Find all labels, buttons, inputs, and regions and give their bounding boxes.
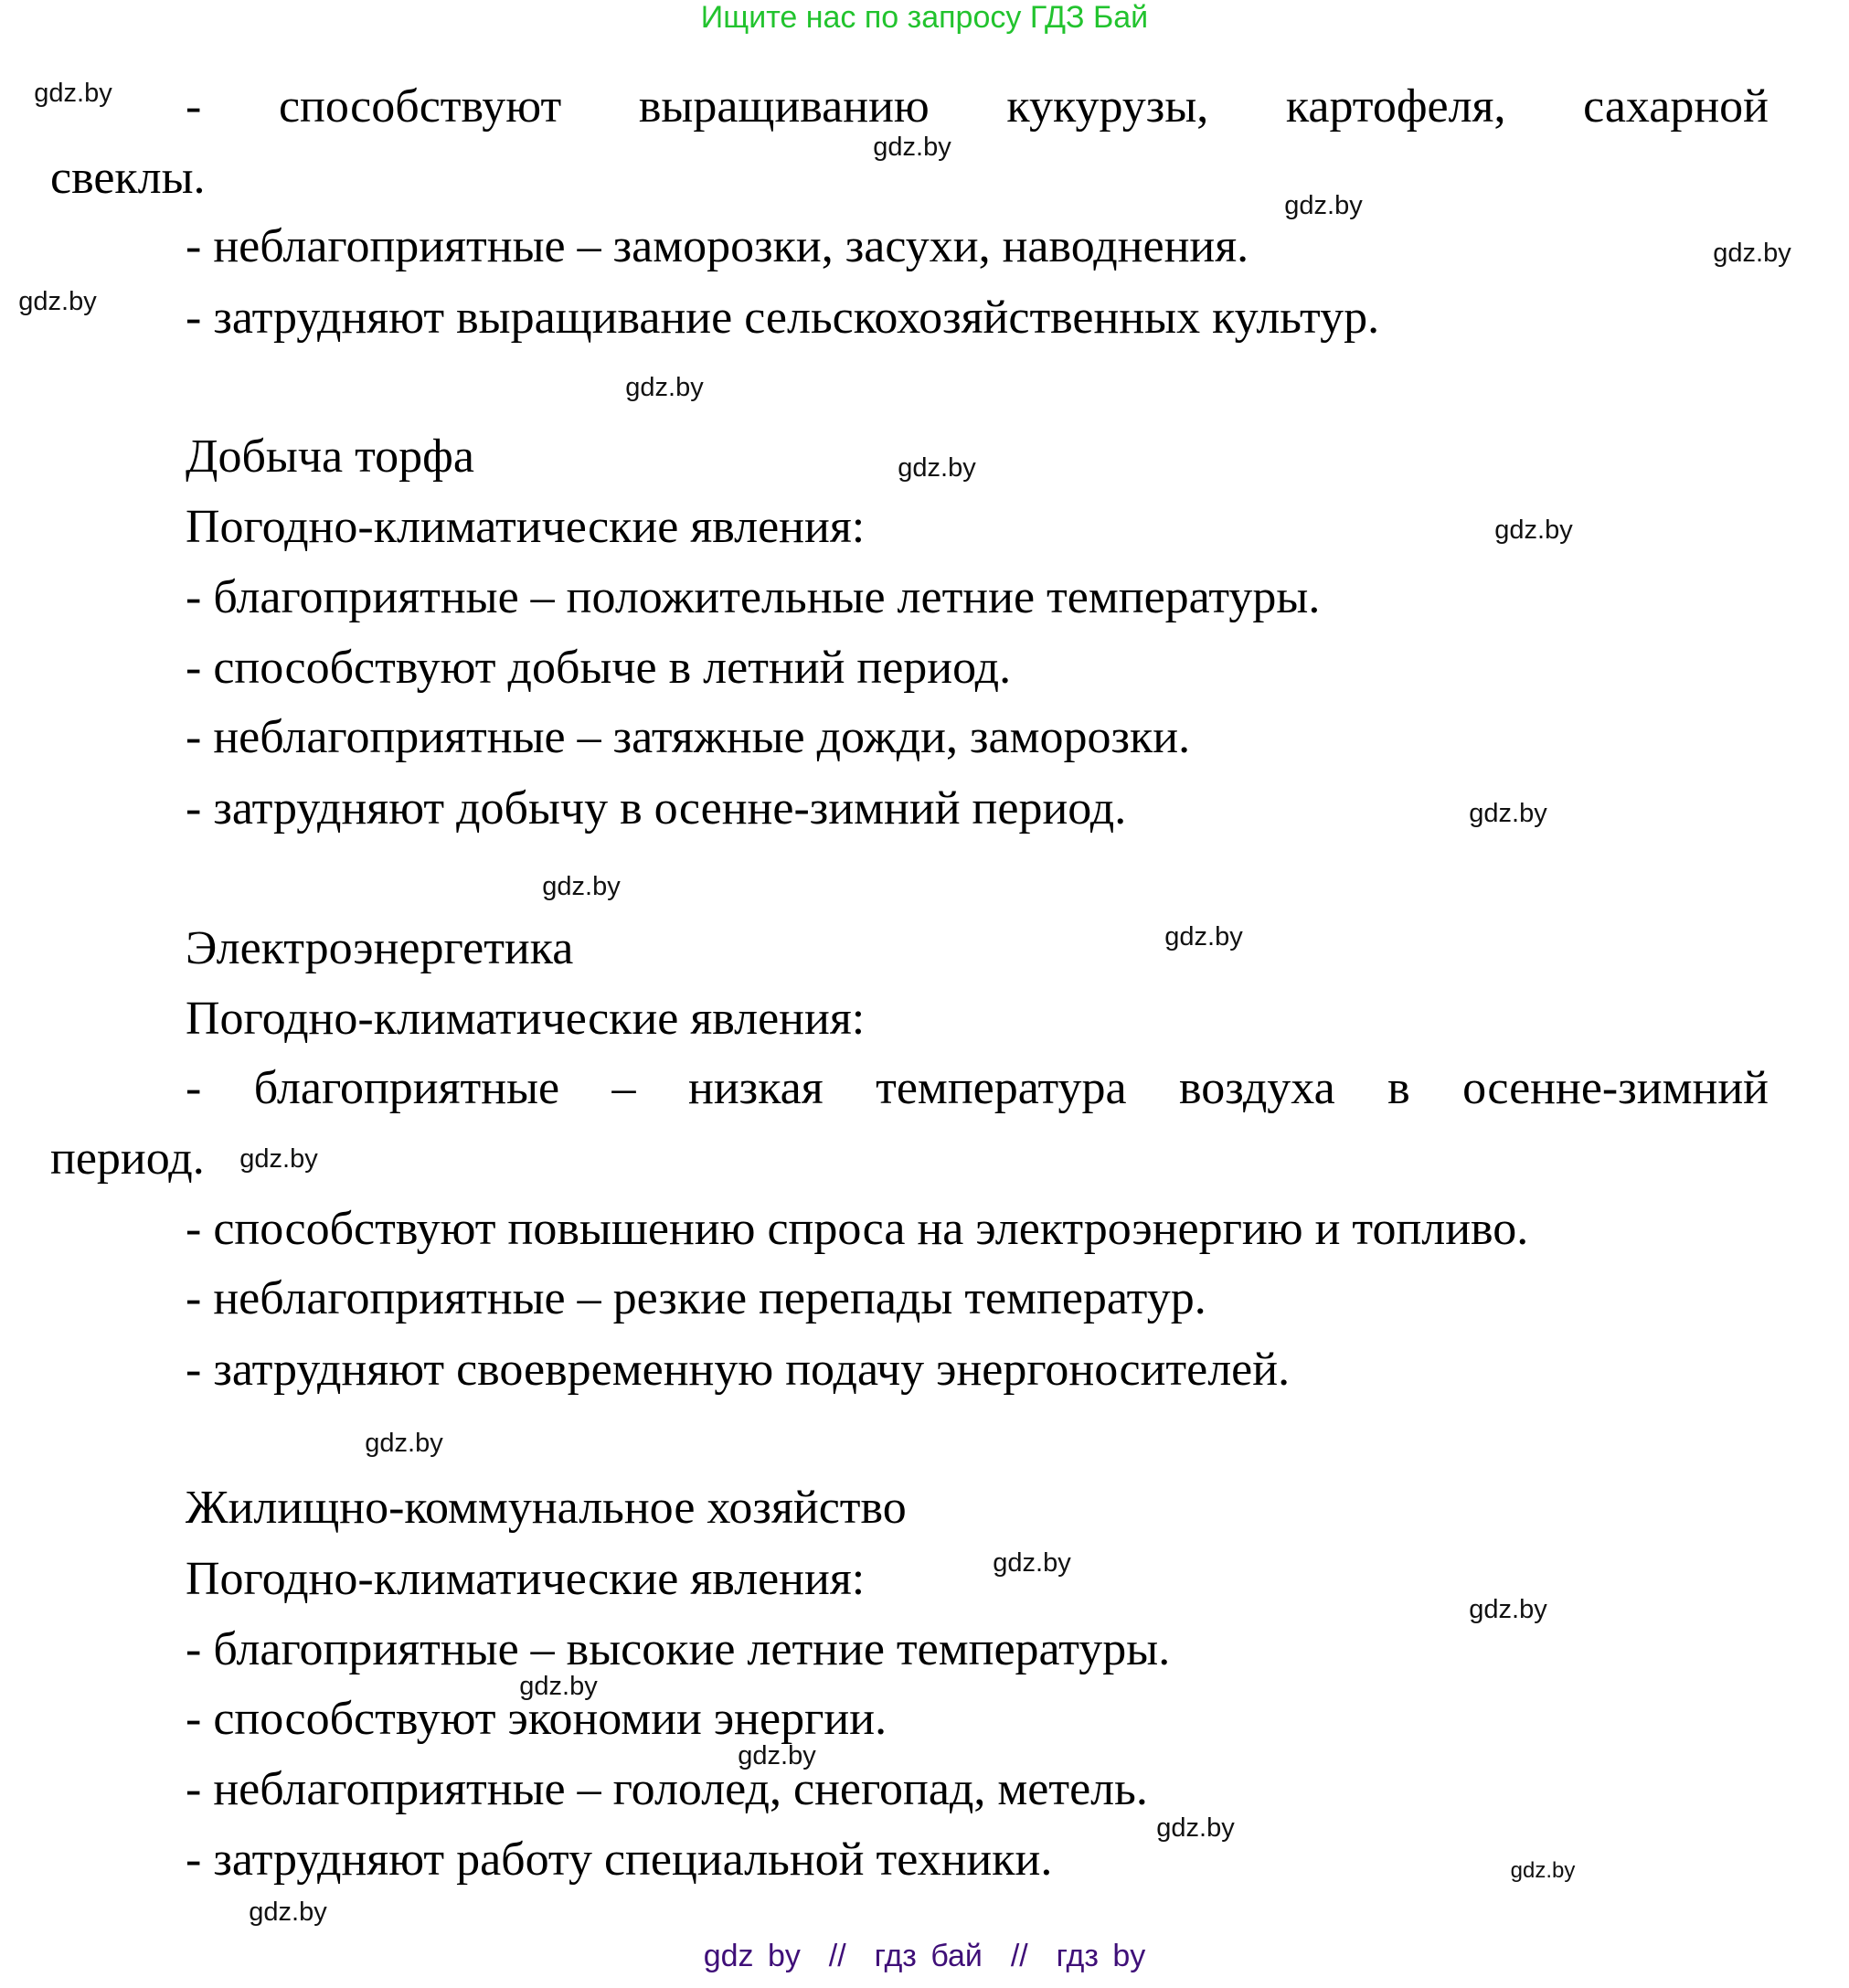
watermark: gdz.by: [993, 1548, 1071, 1578]
watermark: gdz.by: [34, 79, 112, 108]
watermark: gdz.by: [1164, 922, 1243, 951]
watermark: gdz.by: [365, 1429, 443, 1458]
text-line: - благоприятные – низкая температура воздуха в осенне-зимний: [186, 1062, 1769, 1114]
watermark: gdz.by: [249, 1898, 327, 1927]
text-line: - затрудняют работу специальной техники.: [186, 1834, 1053, 1886]
footer-links: gdz by // гдз бай // гдз by: [703, 1939, 1146, 1973]
text-line: Погодно-климатические явления:: [186, 993, 866, 1045]
text-line: - затрудняют добычу в осенне-зимний период.: [186, 782, 1127, 835]
text-line: - неблагоприятные – затяжные дожди, заморозки.: [186, 711, 1191, 763]
watermark: gdz.by: [1156, 1813, 1235, 1843]
watermark: gdz.by: [1469, 799, 1547, 828]
watermark: gdz.by: [1510, 1858, 1576, 1883]
text-line: свеклы.: [50, 152, 206, 204]
section-heading: Жилищно-коммунальное хозяйство: [186, 1482, 907, 1534]
text-line: - неблагоприятные – заморозки, засухи, наводнения.: [186, 220, 1249, 272]
watermark: gdz.by: [18, 287, 97, 316]
text-line: Погодно-климатические явления:: [186, 501, 866, 553]
search-banner: Ищите нас по запросу ГДЗ Бай: [700, 0, 1149, 35]
watermark: gdz.by: [1469, 1595, 1547, 1624]
watermark: gdz.by: [519, 1672, 598, 1701]
text-line: - благоприятные – положительные летние температуры.: [186, 571, 1321, 623]
watermark: gdz.by: [738, 1741, 816, 1770]
text-line: Погодно-климатические явления:: [186, 1553, 866, 1605]
watermark: gdz.by: [1494, 516, 1573, 545]
text-line: - благоприятные – высокие летние температуры.: [186, 1623, 1171, 1675]
text-line: период.: [50, 1132, 205, 1185]
text-line: - неблагоприятные – резкие перепады температур.: [186, 1272, 1206, 1324]
text-line: - способствуют повышению спроса на электроэнергию и топливо.: [186, 1203, 1529, 1255]
text-line: - способствуют добыче в летний период.: [186, 642, 1012, 694]
text-line: - затрудняют своевременную подачу энергоносителей.: [186, 1344, 1291, 1396]
watermark: gdz.by: [239, 1144, 318, 1174]
text-line: - способствуют экономии энергии.: [186, 1693, 887, 1745]
watermark: gdz.by: [898, 453, 976, 483]
watermark: gdz.by: [625, 373, 704, 402]
watermark: gdz.by: [873, 133, 951, 162]
text-line: - неблагоприятные – гололед, снегопад, метель.: [186, 1763, 1148, 1815]
text-line: - способствуют выращиванию кукурузы, картофеля, сахарной: [186, 80, 1769, 133]
watermark: gdz.by: [1713, 239, 1791, 268]
section-heading: Добыча торфа: [186, 431, 474, 483]
watermark: gdz.by: [542, 872, 621, 901]
watermark: gdz.by: [1284, 191, 1363, 220]
text-line: - затрудняют выращивание сельскохозяйственных культур.: [186, 292, 1380, 344]
section-heading: Электроэнергетика: [186, 922, 574, 974]
